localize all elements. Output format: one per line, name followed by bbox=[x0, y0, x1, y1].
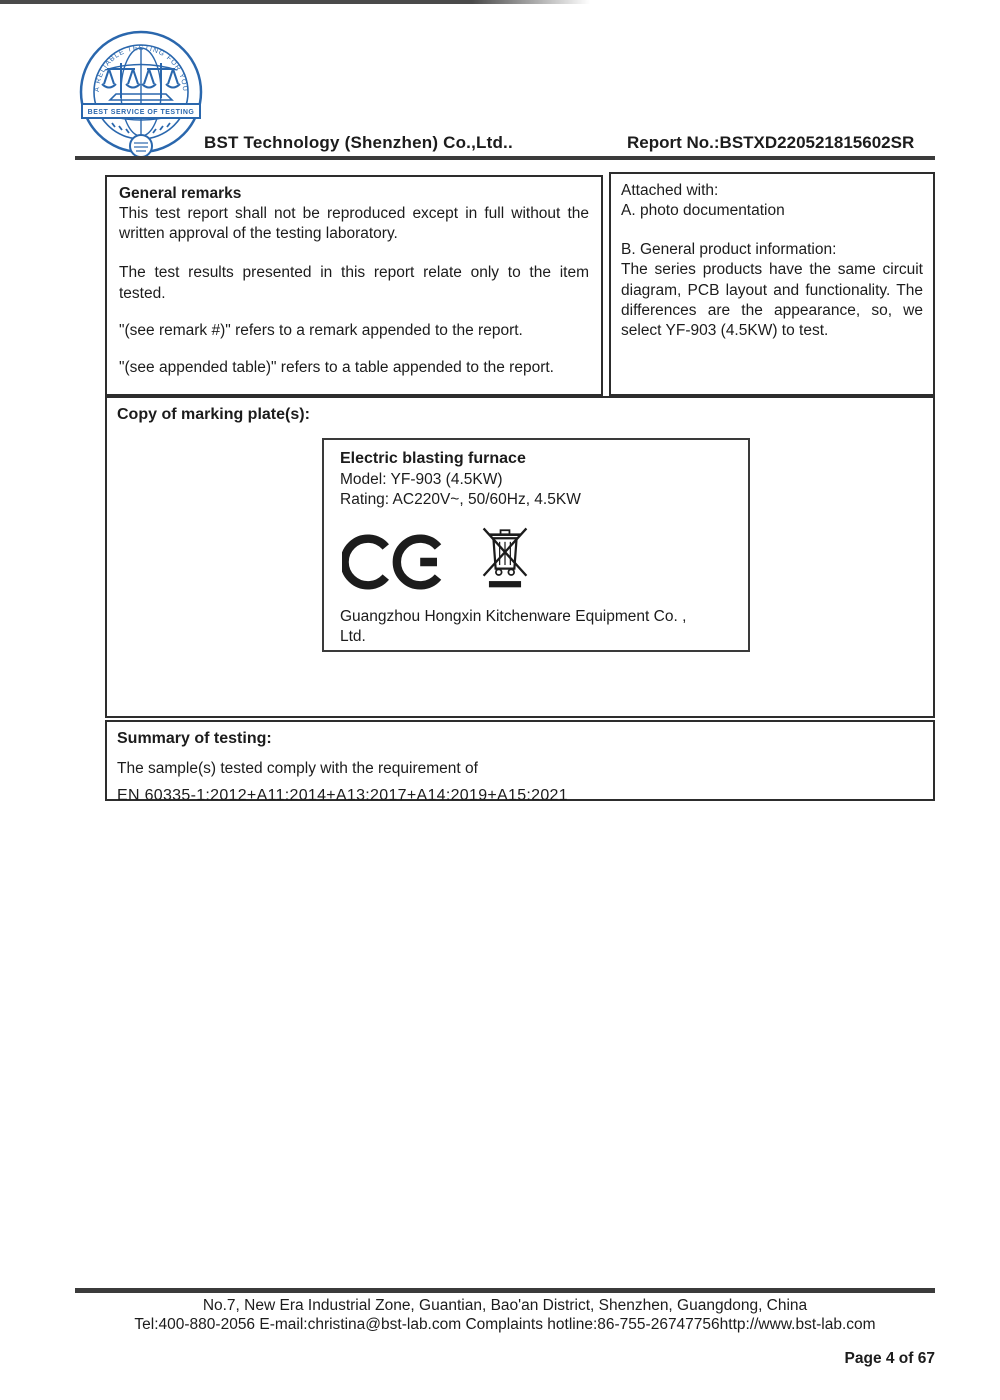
general-remarks-title: General remarks bbox=[119, 185, 242, 202]
weee-crossed-bin-icon bbox=[478, 524, 532, 590]
logo-bottom-badge bbox=[130, 135, 152, 157]
page-number: Page 4 of 67 bbox=[844, 1350, 935, 1367]
ce-mark-icon bbox=[342, 534, 448, 590]
logo-banner bbox=[82, 104, 200, 118]
marking-plate-section bbox=[105, 396, 935, 718]
scan-artifact-strip bbox=[0, 0, 590, 4]
general-remarks-p2: The test results presented in this report relate only to the item tested. bbox=[119, 264, 589, 302]
company-name: BST Technology (Shenzhen) Co.,Ltd.. bbox=[204, 133, 513, 152]
summary-title: Summary of testing: bbox=[117, 730, 272, 747]
general-remarks-p1: This test report shall not be reproduced except in full without the written approval of the testing laboratory. bbox=[119, 205, 589, 243]
summary-standard: EN 60335-1:2012+A11:2014+A13:2017+A14:2019+A15:2021 bbox=[117, 786, 568, 804]
marking-plate-section-title: Copy of marking plate(s): bbox=[117, 406, 310, 423]
bst-lab-logo bbox=[76, 28, 206, 160]
marking-plate-manufacturer: Guangzhou Hongxin Kitchenware Equipment Co. , Ltd. bbox=[340, 608, 687, 646]
marking-plate-rating: Rating: AC220V~, 50/60Hz, 4.5KW bbox=[340, 490, 581, 508]
footer-divider bbox=[75, 1288, 935, 1293]
attached-with-section bbox=[609, 172, 935, 396]
attached-item-b-body: The series products have the same circuit diagram, PCB layout and functionality. The differences are the appearance, so, we select YF-903 (4.5KW) to test. bbox=[621, 261, 923, 339]
header-divider bbox=[75, 156, 935, 160]
logo-arc-text: A RELIABLE TESTING FOR YOU bbox=[93, 44, 189, 93]
logo-globe-lines bbox=[105, 48, 177, 136]
general-remarks-section bbox=[105, 175, 603, 396]
attached-item-b-title: B. General product information: bbox=[621, 241, 837, 259]
general-remarks-p3: "(see remark #)" refers to a remark appended to the report. bbox=[119, 321, 523, 339]
marking-plate-icons bbox=[342, 524, 732, 590]
marking-plate bbox=[322, 438, 750, 652]
attached-with-title: Attached with: bbox=[621, 182, 719, 199]
footer-address: No.7, New Era Industrial Zone, Guantian, Bao'an District, Shenzhen, Guangdong, China bbox=[202, 1297, 808, 1314]
marking-plate-product: Electric blasting furnace bbox=[340, 450, 526, 467]
general-remarks-p4: "(see appended table)" refers to a table appended to the report. bbox=[119, 358, 554, 376]
summary-line1: The sample(s) tested comply with the requirement of bbox=[117, 759, 478, 777]
logo-banner-text: BEST SERVICE OF TESTING bbox=[87, 109, 195, 116]
marking-plate-model: Model: YF-903 (4.5KW) bbox=[340, 470, 503, 488]
footer-contact: Tel:400-880-2056 E-mail:christina@bst-lab.com Complaints hotline:86-755-26747756http://www.bst-lab.com bbox=[134, 1316, 876, 1333]
summary-section bbox=[105, 720, 935, 804]
attached-item-a: A. photo documentation bbox=[621, 202, 785, 220]
report-number: Report No.:BSTXD220521815602SR bbox=[627, 133, 915, 152]
